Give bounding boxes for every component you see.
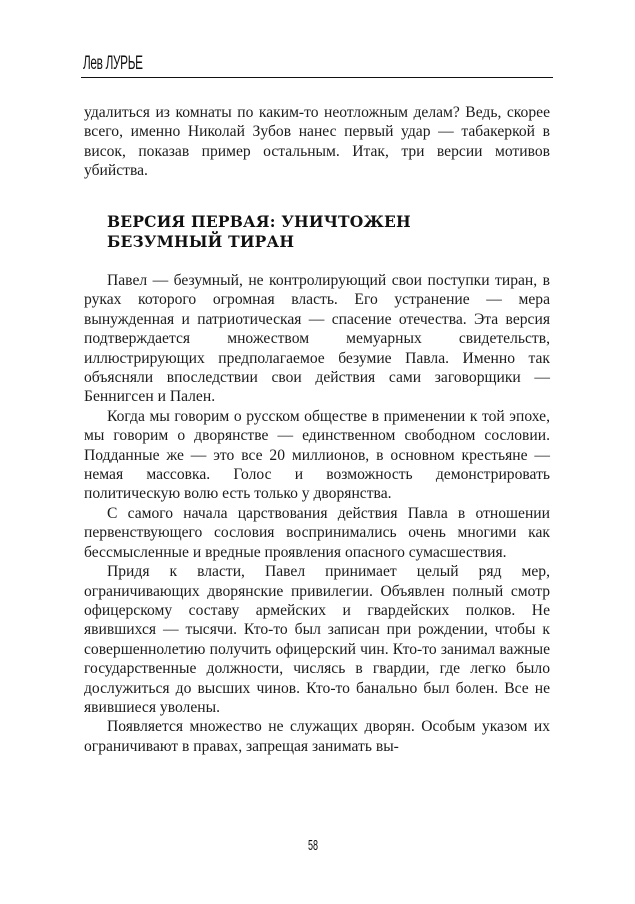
- body-paragraph: Появляется множество не служащих дворян. Особым указом их ограничивают в правах, запрещая занимать вы-: [84, 718, 550, 755]
- continuation-paragraph: удалиться из комнаты по каким-то неотложным делам? Ведь, скорее всего, именно Николай Зубов нанес первый удар — табакеркой в висок, показав пример остальным. Итак, три версии мотивов убийства.: [84, 104, 550, 180]
- section-body: [84, 271, 550, 756]
- running-head: [81, 48, 553, 78]
- section-heading: [107, 212, 527, 252]
- body-paragraph: Когда мы говорим о русском обществе в применении к той эпохе, мы говорим о дворянстве — единственном свободном сословии. Подданные же — это все 20 миллионов, в основном крестьяне — немая массовка. Голос и возможность демонстрировать политическую волю есть только у дворянства.: [84, 407, 550, 503]
- section-heading-line: ВЕРСИЯ ПЕРВАЯ: УНИЧТОЖЕН: [107, 212, 411, 231]
- section-heading-line: БЕЗУМНЫЙ ТИРАН: [107, 232, 295, 251]
- running-head-author: Лев ЛУРЬЕ: [83, 53, 143, 74]
- page-number: 58: [308, 837, 319, 854]
- body-paragraph: Павел — безумный, не контролирующий свои поступки тиран, в руках которого огромная власть. Его устранение — мера вынужденная и патриотическая — спасение отечества. Эта версия подтверждается множеством мемуарных свидетельств, иллюстрирующих предполагаемое безумие Павла. Именно так объясняли впоследствии свои действия сами заговорщики — Беннигсен и Пален.: [84, 272, 550, 406]
- continuation-text: [84, 103, 550, 181]
- body-paragraph: Придя к власти, Павел принимает целый ряд мер, ограничивающих дворянские привилегии. Объявлен полный смотр офицерскому составу армейских и гвардейских полков. Не явившихся — тысячи. Кто-то был записан при рождении, чтобы к совершеннолетию получить офицерский чин. Кто-то занимал важные государственные должности, числясь в гвардии, где легко было дослужиться до высших чинов. Кто-то банально был болен. Все не явившиеся уволены.: [84, 563, 550, 716]
- body-paragraph: С самого начала царствования действия Павла в отношении первенствующего сословия воспринимались очень многими как бессмысленные и вредные проявления опасного сумасшествия.: [84, 504, 550, 561]
